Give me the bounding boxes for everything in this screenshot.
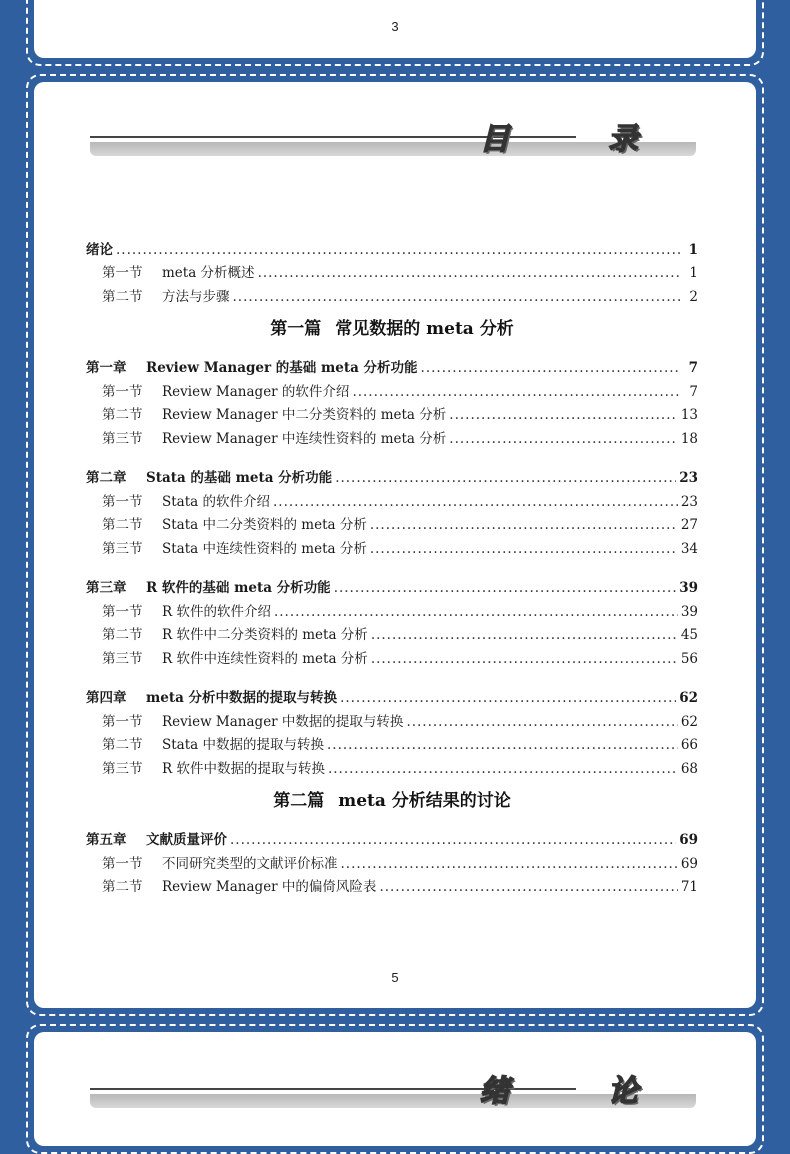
section-title: R 软件中二分类资料的 meta 分析 (162, 627, 368, 643)
chapter-title: meta 分析中数据的提取与转换 (146, 690, 338, 706)
toc-section-row[interactable] (86, 753, 698, 777)
toc-section-row[interactable] (86, 376, 698, 400)
section-title: meta 分析概述 (162, 265, 255, 281)
section-number: 第二节 (102, 879, 143, 895)
page-number: 2 (689, 288, 698, 305)
toc-page (34, 82, 756, 1008)
toc-section-row[interactable] (86, 596, 698, 620)
chapter-title: Stata 的基础 meta 分析功能 (146, 470, 333, 486)
dot-leader (379, 879, 677, 895)
page-number: 27 (680, 517, 698, 533)
toc-chapter-row[interactable] (86, 825, 698, 849)
chapter-number: 第四章 (86, 690, 127, 706)
chapter-number: 第二章 (86, 470, 127, 486)
page-number: 7 (688, 360, 698, 376)
toc-section-row[interactable] (86, 620, 698, 644)
section-number: 第三节 (102, 760, 143, 777)
dot-leader (328, 761, 678, 777)
section-title: Review Manager 中二分类资料的 meta 分析 (162, 407, 447, 423)
section-number: 第三节 (102, 430, 143, 447)
section-title: R 软件的软件介绍 (162, 603, 271, 620)
next-title-banner (90, 1072, 696, 1120)
dot-leader (340, 690, 676, 706)
section-title: Stata 的软件介绍 (162, 493, 270, 510)
page-number: 7 (689, 383, 698, 400)
section-number: 第一节 (102, 855, 143, 872)
dot-leader (334, 580, 677, 596)
section-title: 不同研究类型的文献评价标准 (162, 855, 338, 872)
dot-leader (233, 289, 682, 305)
section-title: Review Manager 中的偏倚风险表 (162, 879, 377, 895)
page-number: 34 (680, 540, 698, 557)
toc-section-row[interactable] (86, 706, 698, 730)
toc-section-row[interactable] (86, 423, 698, 447)
chapter-number: 第五章 (86, 832, 127, 848)
dot-leader (371, 627, 678, 643)
next-page-card (26, 1024, 764, 1154)
toc-section-row[interactable] (86, 281, 698, 305)
page-number: 13 (680, 407, 698, 423)
toc-gap (86, 557, 698, 573)
toc-section-row[interactable] (86, 486, 698, 510)
section-title: R 软件中连续性资料的 meta 分析 (162, 650, 368, 667)
page-number: 62 (680, 713, 698, 730)
part-number: 第一篇 (270, 318, 322, 339)
dot-leader (352, 384, 681, 400)
toc-part-heading (86, 305, 698, 353)
toc-title: 目 录 (479, 122, 682, 157)
previous-page-number: 3 (391, 19, 399, 34)
page-number: 18 (680, 430, 698, 447)
chapter-title: 文献质量评价 (146, 832, 227, 848)
dot-leader (449, 407, 678, 423)
page-number: 39 (679, 580, 698, 596)
next-page (34, 1032, 756, 1146)
page-number: 62 (679, 690, 698, 706)
page-number: 45 (680, 627, 698, 643)
toc-title-banner (90, 120, 696, 168)
part-title: 常见数据的 meta 分析 (335, 318, 514, 339)
page-number: 23 (680, 493, 698, 510)
section-number: 第二节 (102, 288, 143, 305)
toc-gap (86, 667, 698, 683)
dot-leader (274, 604, 678, 620)
next-page-title: 绪 论 (479, 1074, 682, 1109)
toc-section-row[interactable] (86, 872, 698, 896)
toc-section-row[interactable] (86, 643, 698, 667)
dot-leader (421, 360, 681, 376)
dot-leader (273, 494, 678, 510)
section-title: R 软件中数据的提取与转换 (162, 760, 325, 777)
part-number: 第二篇 (273, 790, 325, 811)
page-number: 69 (679, 832, 698, 848)
page-number: 69 (680, 855, 698, 872)
section-number: 第二节 (102, 627, 143, 643)
part-title: meta 分析结果的讨论 (338, 790, 511, 811)
toc-chapter-row[interactable] (86, 463, 698, 487)
chapter-title: Review Manager 的基础 meta 分析功能 (146, 360, 418, 376)
toc-chapter-row[interactable] (86, 353, 698, 377)
toc-section-row[interactable] (86, 510, 698, 534)
toc-part-heading (86, 777, 698, 825)
toc-section-row[interactable] (86, 258, 698, 282)
toc-section-row[interactable] (86, 533, 698, 557)
dot-leader (258, 265, 681, 281)
page-number: 71 (680, 879, 698, 895)
section-number: 第三节 (102, 650, 143, 667)
chapter-title: R 软件的基础 meta 分析功能 (146, 580, 331, 596)
toc-page-card (26, 74, 764, 1016)
previous-page (34, 0, 756, 58)
section-title: Review Manager 的软件介绍 (162, 383, 350, 400)
section-title: Stata 中连续性资料的 meta 分析 (162, 540, 367, 557)
section-number: 第一节 (102, 493, 143, 510)
toc-section-row[interactable] (86, 848, 698, 872)
page-number: 23 (679, 470, 698, 486)
section-number: 第二节 (102, 407, 143, 423)
toc-section-row[interactable] (86, 400, 698, 424)
dot-leader (370, 541, 678, 557)
dot-leader (230, 832, 676, 848)
section-number: 第二节 (102, 737, 143, 753)
page-number: 1 (688, 241, 698, 258)
dot-leader (371, 651, 678, 667)
page-number: 1 (689, 265, 698, 281)
section-number: 第三节 (102, 540, 143, 557)
previous-page-card (26, 0, 764, 66)
section-title: Stata 中二分类资料的 meta 分析 (162, 517, 367, 533)
page-number: 56 (680, 650, 698, 667)
section-number: 第一节 (102, 265, 143, 281)
section-title: Review Manager 中数据的提取与转换 (162, 713, 404, 730)
dot-leader (327, 737, 678, 753)
table-of-contents (86, 234, 698, 895)
dot-leader (406, 714, 677, 730)
chapter-title: 绪论 (86, 241, 113, 258)
section-number: 第一节 (102, 383, 143, 400)
section-number: 第二节 (102, 517, 143, 533)
toc-gap (86, 447, 698, 463)
section-title: 方法与步骤 (162, 288, 230, 305)
toc-section-row[interactable] (86, 730, 698, 754)
section-title: Review Manager 中连续性资料的 meta 分析 (162, 430, 447, 447)
section-number: 第一节 (102, 603, 143, 620)
page-number: 39 (680, 603, 698, 620)
toc-chapter-row[interactable] (86, 683, 698, 707)
dot-leader (335, 470, 676, 486)
dot-leader (341, 856, 678, 872)
section-number: 第一节 (102, 713, 143, 730)
dot-leader (116, 242, 681, 258)
chapter-number: 第三章 (86, 580, 127, 596)
toc-chapter-row[interactable] (86, 573, 698, 597)
toc-chapter-row[interactable] (86, 234, 698, 258)
page-number: 68 (680, 760, 698, 777)
page-number: 66 (680, 737, 698, 753)
toc-page-number: 5 (391, 970, 399, 985)
dot-leader (449, 431, 678, 447)
chapter-number: 第一章 (86, 360, 127, 376)
dot-leader (370, 517, 678, 533)
section-title: Stata 中数据的提取与转换 (162, 737, 324, 753)
